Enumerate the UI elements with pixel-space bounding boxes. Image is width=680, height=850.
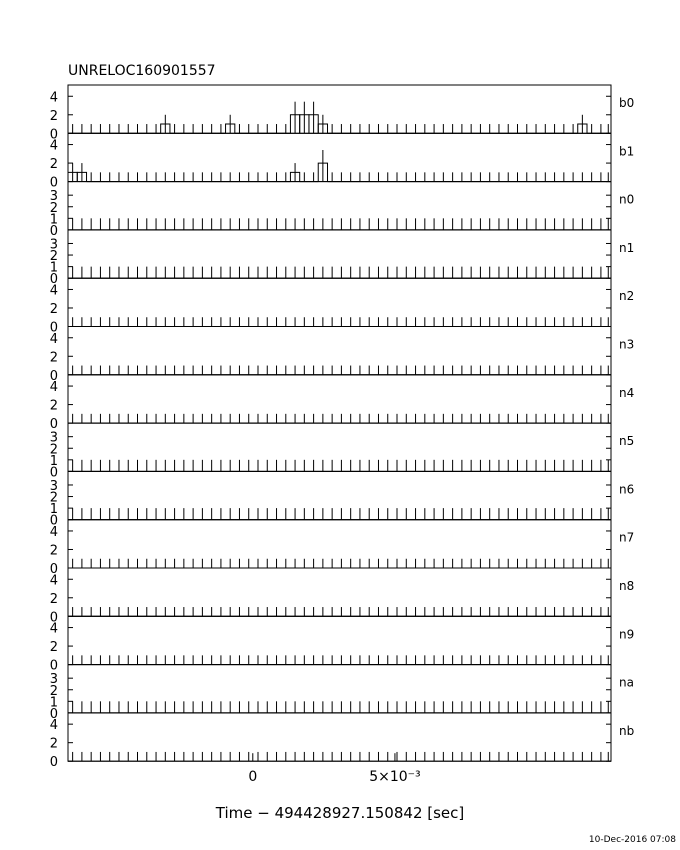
- y-tick-label: 0: [49, 320, 58, 336]
- y-tick-label: 4: [49, 90, 58, 106]
- panel-frame: [68, 85, 611, 133]
- panel-frame: [68, 327, 611, 375]
- footer-date: 10-Dec-2016 07:08: [588, 835, 676, 845]
- y-tick-label: 4: [49, 573, 58, 589]
- panel-label: n4: [619, 385, 635, 400]
- y-tick-label: 1: [49, 212, 58, 228]
- panel-label: n9: [619, 627, 635, 642]
- y-tick-label: 0: [49, 127, 58, 143]
- y-tick-label: 0: [49, 513, 58, 529]
- y-tick-label: 0: [49, 465, 58, 481]
- panel-label: n2: [619, 289, 635, 304]
- y-tick-label: 0: [49, 272, 58, 288]
- y-tick-label: 0: [49, 755, 58, 771]
- panel-frame: [68, 423, 611, 471]
- panel-nb: [50, 713, 635, 770]
- y-tick-label: 2: [49, 490, 58, 506]
- y-tick-label: 4: [49, 621, 58, 637]
- x-tick-label: 0: [248, 769, 258, 786]
- panel-frame: [68, 665, 611, 713]
- y-tick-label: 1: [49, 260, 58, 276]
- panel-label: n1: [619, 240, 635, 255]
- y-tick-label: 2: [49, 398, 58, 414]
- y-tick-label: 2: [49, 301, 58, 317]
- panel-label: n3: [619, 337, 635, 352]
- y-tick-label: 2: [49, 640, 58, 656]
- y-tick-label: 2: [49, 108, 58, 124]
- panel-label: nb: [619, 723, 635, 738]
- y-tick-label: 4: [49, 718, 58, 734]
- y-tick-label: 4: [49, 138, 58, 154]
- x-axis-label: Time − 494428927.150842 [sec]: [215, 804, 465, 822]
- y-tick-label: 3: [49, 672, 58, 688]
- y-tick-label: 3: [49, 430, 58, 446]
- y-tick-label: 1: [49, 502, 58, 518]
- y-tick-label: 4: [49, 283, 58, 299]
- y-tick-label: 2: [49, 200, 58, 216]
- y-tick-label: 1: [49, 695, 58, 711]
- y-tick-label: 2: [49, 442, 58, 458]
- panel-label: n0: [619, 192, 635, 207]
- y-tick-label: 2: [49, 736, 58, 752]
- y-tick-label: 2: [49, 157, 58, 173]
- panel-label: n7: [619, 530, 635, 545]
- y-tick-label: 0: [49, 706, 58, 722]
- chart-title: UNRELOC160901557: [68, 63, 216, 79]
- panel-label: b0: [619, 96, 635, 110]
- y-tick-label: 4: [49, 380, 58, 396]
- y-tick-label: 0: [49, 658, 58, 674]
- y-tick-label: 0: [49, 562, 58, 577]
- panel-frame: [68, 278, 611, 326]
- panel-frame: [68, 375, 611, 423]
- y-tick-label: 3: [49, 189, 58, 205]
- y-tick-label: 4: [49, 524, 58, 540]
- y-tick-label: 0: [49, 610, 58, 626]
- panel-frame: [68, 568, 611, 616]
- y-tick-label: 2: [49, 591, 58, 607]
- panel-label: n6: [619, 482, 635, 497]
- panel-frame: [68, 616, 611, 664]
- panel-label: na: [619, 675, 634, 690]
- y-tick-label: 4: [49, 331, 58, 347]
- y-tick-label: 2: [49, 350, 58, 366]
- x-axis-ticks: [248, 753, 420, 785]
- y-tick-label: 1: [49, 453, 58, 469]
- panel-frame: [68, 230, 611, 278]
- panel-label: n8: [619, 579, 635, 593]
- y-tick-label: 2: [49, 543, 58, 559]
- x-tick-label: 5×10⁻³: [369, 769, 421, 786]
- y-tick-label: 3: [49, 478, 58, 494]
- y-tick-label: 2: [49, 683, 58, 699]
- y-tick-label: 0: [49, 223, 58, 239]
- panel-frame: [68, 133, 611, 181]
- panel-label: n5: [619, 434, 635, 449]
- panel-frame: [68, 471, 611, 519]
- y-tick-label: 0: [49, 175, 58, 191]
- y-tick-label: 0: [49, 368, 58, 384]
- panel-frame: [68, 713, 611, 761]
- panel-frame: [68, 520, 611, 568]
- panel-label: b1: [619, 144, 635, 159]
- detector-panels: [50, 85, 635, 770]
- y-tick-label: 2: [49, 249, 58, 265]
- y-tick-label: 0: [49, 417, 58, 433]
- y-tick-label: 3: [49, 237, 58, 253]
- panel-frame: [68, 182, 611, 230]
